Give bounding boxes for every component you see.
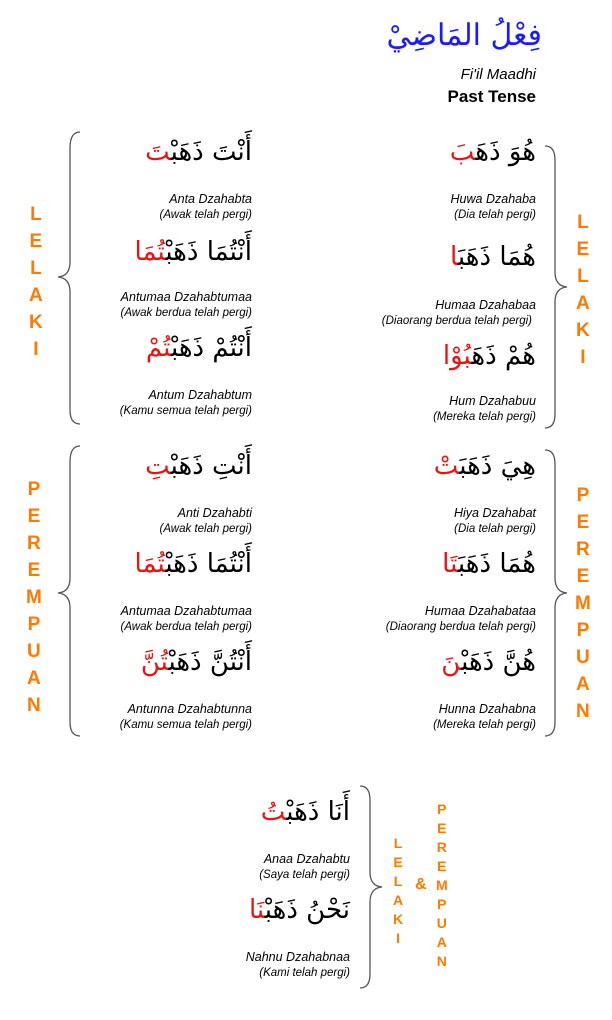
label-letter: E — [27, 506, 41, 527]
conjugation-arabic: هُمَا ذَهَبَا — [450, 242, 536, 272]
label-letter: M — [436, 877, 448, 893]
conjugation-meaning: (Kamu semua telah pergi) — [119, 405, 252, 417]
conjugation-meaning: (Saya telah pergi) — [259, 869, 350, 881]
label-letter: A — [393, 892, 404, 908]
conjugation-translit: Antum Dzahabtum — [148, 388, 252, 402]
label-letter: I — [580, 347, 586, 368]
label-letter: E — [27, 560, 41, 581]
label-letter: E — [29, 231, 43, 252]
label-letter: M — [26, 587, 42, 608]
conjugation-translit: Hunna Dzahabna — [438, 702, 536, 716]
conjugation-meaning: (Diaorang berdua telah pergi) — [385, 621, 536, 633]
label-letter: P — [27, 479, 41, 500]
conjugation-translit: Hiya Dzahabat — [454, 506, 536, 520]
latin-title: Fi'il Maadhi — [460, 66, 536, 83]
conjugation-arabic: هُوَ ذَهَبَ — [449, 137, 536, 167]
conjugation-arabic: هِيَ ذَهَبَتْ — [433, 451, 536, 481]
conjugation-translit: Anti Dzahabti — [177, 506, 252, 520]
label-letter: L — [30, 204, 42, 225]
conjugation-translit: Antumaa Dzahabtumaa — [120, 290, 252, 304]
conjugation-meaning: (Dia telah pergi) — [454, 209, 536, 221]
conjugation-arabic: نَحْنُ ذَهَبْنَا — [249, 895, 350, 925]
conjugation-arabic: أَنْتَ ذَهَبْتَ — [145, 137, 252, 167]
label-letter: A — [29, 285, 43, 306]
label-male-right — [576, 209, 590, 371]
label-letter: E — [437, 820, 447, 836]
label-letter: K — [29, 312, 43, 333]
arabic-title: فِعْلُ المَاضِيْ — [386, 18, 542, 53]
conjugation-arabic: أَنَا ذَهَبْتُ — [260, 797, 350, 827]
right-brace-female — [545, 450, 567, 736]
conjugation-translit: Anta Dzahabta — [169, 192, 252, 206]
conjugation-meaning: (Kami telah pergi) — [259, 967, 350, 979]
label-letter: R — [576, 539, 590, 560]
conjugation-meaning: (Diaorang berdua telah pergi) — [381, 315, 532, 327]
label-female-right — [575, 482, 591, 725]
conjugation-arabic: أَنْتِ ذَهَبْتِ — [145, 451, 252, 481]
conjugation-translit: Nahnu Dzahabnaa — [245, 950, 350, 964]
conjugation-meaning: (Dia telah pergi) — [454, 523, 536, 535]
right-brace-first-person — [360, 786, 382, 988]
label-letter: N — [27, 695, 41, 716]
label-letter: E — [437, 858, 447, 874]
conjugation-meaning: (Mereka telah pergi) — [433, 411, 536, 423]
label-letter: N — [436, 953, 447, 969]
label-letter: A — [436, 934, 447, 950]
label-male-left — [29, 201, 43, 363]
label-letter: E — [576, 239, 590, 260]
conjugation-meaning: (Mereka telah pergi) — [433, 719, 536, 731]
label-female-center — [436, 800, 448, 971]
label-letter: M — [575, 593, 591, 614]
label-letter: U — [436, 915, 447, 931]
conjugation-translit: Humaa Dzahabaa — [435, 298, 536, 312]
label-letter: R — [436, 839, 447, 855]
label-letter: K — [393, 911, 404, 927]
label-letter: I — [396, 930, 400, 946]
label-letter: E — [393, 854, 403, 870]
label-letter: K — [576, 320, 590, 341]
conjugation-arabic: هُمَا ذَهَبَتَا — [442, 549, 536, 579]
conjugation-translit: Humaa Dzahabataa — [424, 604, 536, 618]
conjugation-arabic: أَنْتُمَا ذَهَبْتُمَا — [134, 237, 252, 267]
label-letter: L — [30, 258, 42, 279]
label-male-center — [393, 834, 403, 948]
left-brace-female — [58, 446, 80, 736]
label-letter: L — [577, 266, 589, 287]
ampersand: & — [415, 876, 427, 893]
conjugation-meaning: (Awak telah pergi) — [159, 523, 252, 535]
conjugation-arabic: أَنْتُنَّ ذَهَبْتُنَّ — [140, 647, 252, 677]
label-letter: U — [27, 641, 41, 662]
right-brace-male — [545, 146, 567, 428]
label-letter: P — [437, 896, 447, 912]
conjugation-meaning: (Awak berdua telah pergi) — [120, 307, 252, 319]
conjugation-translit: Antumaa Dzahabtumaa — [120, 604, 252, 618]
conjugation-meaning: (Awak berdua telah pergi) — [120, 621, 252, 633]
label-letter: P — [437, 801, 447, 817]
label-letter: L — [393, 835, 403, 851]
label-letter: P — [27, 614, 41, 635]
conjugation-meaning: (Kamu semua telah pergi) — [119, 719, 252, 731]
label-letter: A — [576, 293, 590, 314]
left-brace-male — [58, 132, 80, 424]
label-letter: I — [33, 339, 39, 360]
conjugation-translit: Hum Dzahabuu — [449, 394, 536, 408]
label-letter: N — [576, 701, 590, 722]
label-letter: A — [576, 674, 590, 695]
label-letter: P — [576, 485, 590, 506]
label-letter: P — [576, 620, 590, 641]
conjugation-meaning: (Awak telah pergi) — [159, 209, 252, 221]
english-title: Past Tense — [447, 87, 536, 106]
label-letter: U — [576, 647, 590, 668]
conjugation-translit: Huwa Dzahaba — [450, 192, 536, 206]
conjugation-arabic: أَنْتُمَا ذَهَبْتُمَا — [134, 549, 252, 579]
conjugation-arabic: أَنْتُمْ ذَهَبْتُمْ — [145, 333, 252, 363]
label-letter: R — [27, 533, 41, 554]
conjugation-translit: Antunna Dzahabtunna — [127, 702, 252, 716]
label-female-left — [26, 476, 42, 719]
label-letter: E — [576, 566, 590, 587]
label-letter: L — [577, 212, 589, 233]
conjugation-arabic: هُمْ ذَهَبُوْا — [442, 341, 536, 371]
label-letter: L — [393, 873, 403, 889]
label-letter: A — [27, 668, 41, 689]
conjugation-arabic: هُنَّ ذَهَبْنَ — [441, 647, 536, 677]
conjugation-translit: Anaa Dzahabtu — [263, 852, 350, 866]
label-letter: E — [576, 512, 590, 533]
